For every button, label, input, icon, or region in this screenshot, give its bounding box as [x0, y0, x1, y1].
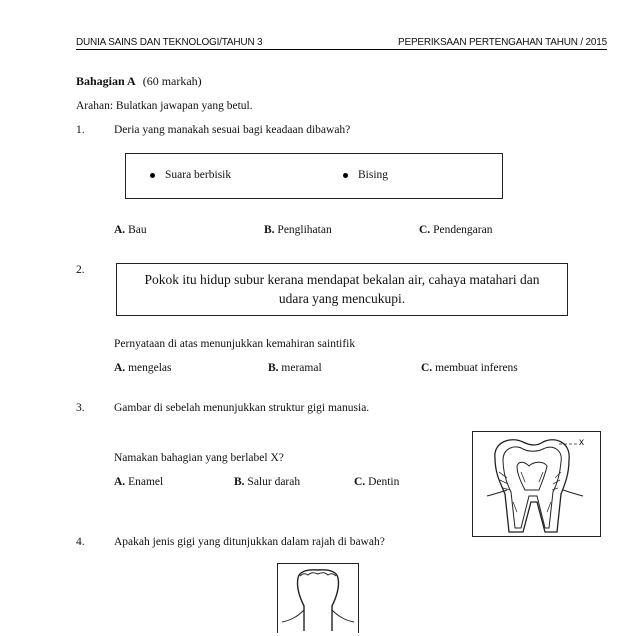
- section-title: Bahagian A: [76, 74, 136, 88]
- q2-option-b[interactable]: B. meramal: [268, 362, 322, 374]
- section-heading: [76, 74, 202, 89]
- header-right: PEPERIKSAAN PERTENGAHAN TAHUN / 2015: [398, 37, 607, 48]
- tooth-label-x: x: [579, 437, 584, 448]
- header-left: DUNIA SAINS DAN TEKNOLOGI/TAHUN 3: [76, 37, 263, 48]
- incisor-tooth-icon: [278, 564, 358, 631]
- q2-statement-box: [116, 263, 568, 316]
- q2-statement-line2: udara yang mencukupi.: [278, 291, 406, 306]
- q2-number: 2.: [76, 264, 85, 276]
- q3-number: 3.: [76, 402, 85, 414]
- q2-option-a[interactable]: A. mengelas: [114, 362, 172, 374]
- q1-box: [125, 153, 503, 199]
- q2-text: Pernyataan di atas menunjukkan kemahiran saintifik: [114, 338, 356, 350]
- q2-option-c[interactable]: C. membuat inferens: [421, 362, 518, 374]
- q1-option-b[interactable]: B. Penglihatan: [264, 224, 332, 236]
- q3-text: Gambar di sebelah menunjukkan struktur gigi manusia.: [114, 402, 370, 414]
- bullet-icon: [343, 173, 348, 178]
- instruction: Arahan: Bulatkan jawapan yang betul.: [76, 100, 253, 112]
- q1-box-item: Bising: [343, 169, 388, 181]
- q1-option-a[interactable]: A. Bau: [114, 224, 147, 236]
- q1-box-item: Suara berbisik: [150, 169, 231, 181]
- q3-option-b[interactable]: B. Salur darah: [234, 476, 301, 488]
- tooth-figure: [472, 431, 601, 537]
- q4-number: 4.: [76, 536, 85, 548]
- q2-statement-line1: Pokok itu hidup subur kerana mendapat bekalan air, cahaya matahari dan: [144, 272, 540, 287]
- section-marks: (60 markah): [142, 74, 202, 88]
- q3-subtext: Namakan bahagian yang berlabel X?: [114, 452, 284, 464]
- q1-option-c[interactable]: C. Pendengaran: [419, 224, 493, 236]
- q1-number: 1.: [76, 124, 85, 136]
- q4-text: Apakah jenis gigi yang ditunjukkan dalam rajah di bawah?: [114, 536, 385, 548]
- incisor-figure: [277, 563, 359, 633]
- q3-option-a[interactable]: A. Enamel: [114, 476, 164, 488]
- q3-option-c[interactable]: C. Dentin: [354, 476, 400, 488]
- q1-text: Deria yang manakah sesuai bagi keadaan dibawah?: [114, 124, 351, 136]
- bullet-icon: [150, 173, 155, 178]
- header-divider: [76, 49, 607, 50]
